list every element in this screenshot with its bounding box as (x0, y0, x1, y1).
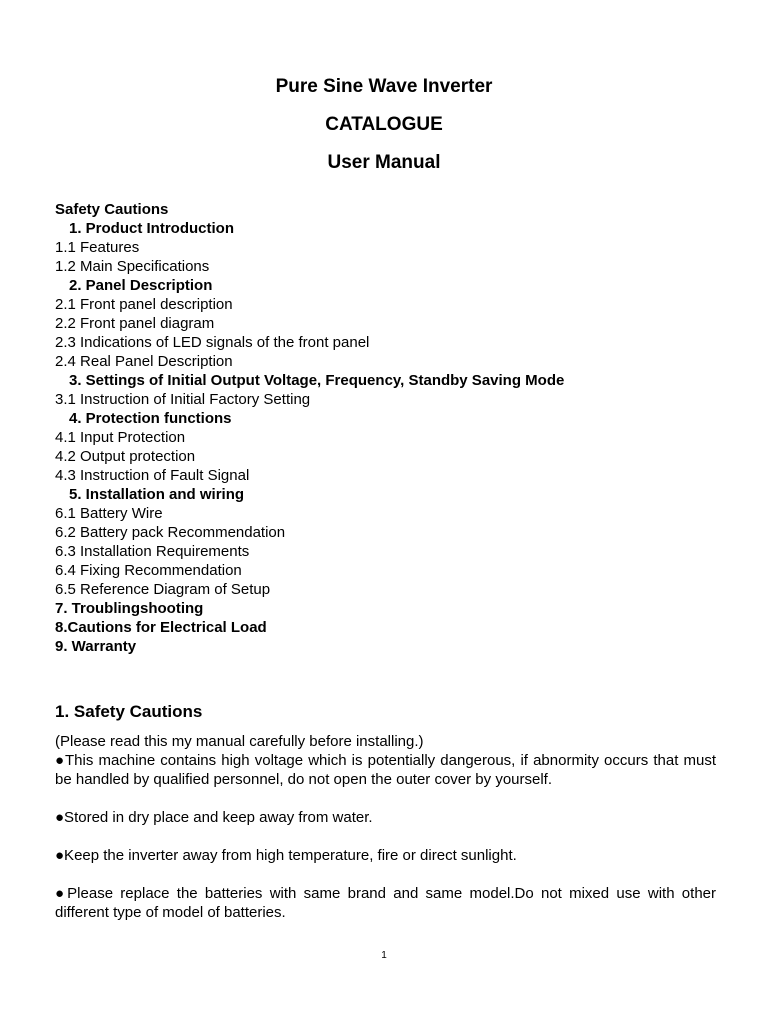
toc-entry: 6.5 Reference Diagram of Setup (55, 581, 271, 598)
toc-entry: 6.1 Battery Wire (55, 505, 163, 522)
toc-entry: 4. Protection functions (69, 410, 232, 427)
toc-entry: 5. Installation and wiring (69, 486, 245, 503)
document-title: Pure Sine Wave Inverter (275, 76, 493, 97)
toc-entry: 3. Settings of Initial Output Voltage, Frequency, Standby Saving Mode (69, 372, 565, 389)
safety-item-temperature: ●Keep the inverter away from high temperature, fire or direct sunlight. (55, 847, 517, 864)
safety-item-dry-place: ●Stored in dry place and keep away from water. (55, 809, 373, 826)
document-manual-label: User Manual (327, 152, 441, 173)
safety-item-high-voltage: ●This machine contains high voltage which is potentially dangerous, if abnormity occurs that must be handled by qualified personnel, do not open the outer cover by yourself. (55, 752, 716, 788)
safety-item-batteries: ●Please replace the batteries with same brand and same model.Do not mixed use with other different type of model of batteries. (55, 885, 716, 921)
toc-entry: 2.3 Indications of LED signals of the front panel (55, 334, 370, 351)
toc-entry: 1.1 Features (55, 239, 140, 256)
safety-intro: (Please read this my manual carefully before installing.) (55, 733, 424, 750)
toc-entry: 6.2 Battery pack Recommendation (55, 524, 286, 541)
toc-entry: Safety Cautions (55, 201, 169, 218)
toc-entry: 1.2 Main Specifications (55, 258, 210, 275)
toc-entry: 7. Troublingshooting (55, 600, 204, 617)
toc-entry: 2.2 Front panel diagram (55, 315, 215, 332)
toc-entry: 6.3 Installation Requirements (55, 543, 250, 560)
toc-entry: 4.3 Instruction of Fault Signal (55, 467, 250, 484)
table-of-contents (55, 200, 735, 656)
toc-entry: 3.1 Instruction of Initial Factory Setting (55, 391, 311, 408)
toc-entry: 9. Warranty (55, 638, 137, 655)
document-subtitle: CATALOGUE (325, 114, 443, 135)
toc-entry: 2.4 Real Panel Description (55, 353, 233, 370)
toc-entry: 2.1 Front panel description (55, 296, 233, 313)
toc-entry: 4.2 Output protection (55, 448, 196, 465)
toc-entry: 8.Cautions for Electrical Load (55, 619, 267, 636)
page-number: 1 (381, 950, 387, 961)
toc-entry: 4.1 Input Protection (55, 429, 186, 446)
toc-entry: 6.4 Fixing Recommendation (55, 562, 242, 579)
toc-entry: 1. Product Introduction (69, 220, 234, 237)
toc-entry: 2. Panel Description (69, 277, 213, 294)
section-heading-safety: 1. Safety Cautions (55, 702, 203, 721)
